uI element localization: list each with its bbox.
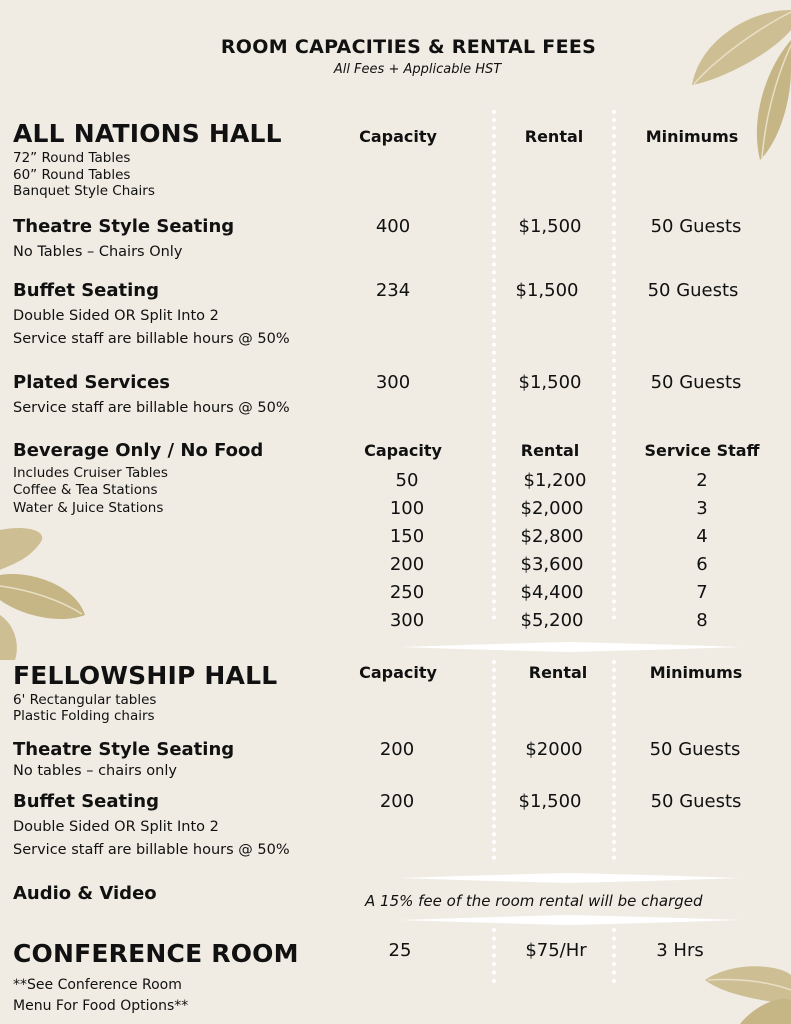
conference-note: **See Conference Room bbox=[13, 977, 182, 993]
column-separator bbox=[492, 110, 496, 620]
beverage-staff: 6 bbox=[696, 554, 708, 575]
all-nations-col-capacity: Capacity bbox=[359, 127, 437, 146]
theatre-rental: $1,500 bbox=[518, 216, 582, 237]
beverage-staff: 7 bbox=[696, 582, 708, 603]
fellowship-buffet-note: Double Sided OR Split Into 2 bbox=[13, 819, 219, 835]
fellowship-detail: 6' Rectangular tables bbox=[13, 692, 157, 708]
plated-capacity: 300 bbox=[375, 372, 411, 393]
all-nations-title: ALL NATIONS HALL bbox=[13, 119, 282, 148]
fellowship-theatre-capacity: 200 bbox=[379, 739, 415, 760]
beverage-detail: Water & Juice Stations bbox=[13, 500, 164, 516]
buffet-seating-title: Buffet Seating bbox=[13, 280, 159, 301]
beverage-capacity: 150 bbox=[389, 526, 425, 547]
audio-video-fee: A 15% fee of the room rental will be charged bbox=[365, 892, 703, 910]
plated-services-title: Plated Services bbox=[13, 372, 171, 393]
audio-video-title: Audio & Video bbox=[13, 883, 157, 904]
beverage-staff: 3 bbox=[696, 498, 708, 519]
column-separator bbox=[492, 928, 496, 983]
fellowship-buffet-note: Service staff are billable hours @ 50% bbox=[13, 842, 290, 858]
leaf-left-icon bbox=[0, 520, 90, 660]
theatre-seating-note: No Tables – Chairs Only bbox=[13, 244, 183, 260]
fellowship-buffet-title: Buffet Seating bbox=[13, 791, 159, 812]
beverage-col-capacity: Capacity bbox=[364, 441, 442, 460]
beverage-staff: 8 bbox=[696, 610, 708, 631]
theatre-minimum: 50 Guests bbox=[650, 216, 742, 237]
buffet-seating-note: Service staff are billable hours @ 50% bbox=[13, 331, 290, 347]
fellowship-title: FELLOWSHIP HALL bbox=[13, 661, 278, 690]
fellowship-theatre-rental: $2000 bbox=[525, 739, 583, 760]
fellowship-theatre-title: Theatre Style Seating bbox=[13, 739, 235, 760]
ornament-divider bbox=[400, 642, 740, 652]
column-separator bbox=[492, 660, 496, 860]
column-separator bbox=[612, 110, 616, 620]
ornament-divider bbox=[400, 873, 740, 883]
beverage-capacity: 200 bbox=[389, 554, 425, 575]
beverage-staff: 2 bbox=[696, 470, 708, 491]
plated-minimum: 50 Guests bbox=[650, 372, 742, 393]
beverage-col-staff: Service Staff bbox=[644, 441, 760, 460]
conference-capacity: 25 bbox=[388, 940, 412, 961]
beverage-title: Beverage Only / No Food bbox=[13, 440, 264, 461]
beverage-capacity: 50 bbox=[395, 470, 419, 491]
buffet-rental: $1,500 bbox=[515, 280, 579, 301]
fellowship-col-capacity: Capacity bbox=[359, 663, 437, 682]
theatre-capacity: 400 bbox=[375, 216, 411, 237]
conference-note: Menu For Food Options** bbox=[13, 998, 189, 1014]
fellowship-theatre-minimum: 50 Guests bbox=[649, 739, 741, 760]
beverage-capacity: 250 bbox=[389, 582, 425, 603]
plated-services-note: Service staff are billable hours @ 50% bbox=[13, 400, 290, 416]
buffet-capacity: 234 bbox=[375, 280, 411, 301]
beverage-rental: $2,800 bbox=[520, 526, 584, 547]
all-nations-col-rental: Rental bbox=[524, 127, 584, 146]
conference-minimum: 3 Hrs bbox=[656, 940, 704, 961]
all-nations-detail: Banquet Style Chairs bbox=[13, 183, 155, 199]
fellowship-col-minimums: Minimums bbox=[649, 663, 743, 682]
buffet-seating-note: Double Sided OR Split Into 2 bbox=[13, 308, 219, 324]
buffet-minimum: 50 Guests bbox=[647, 280, 739, 301]
fellowship-buffet-minimum: 50 Guests bbox=[650, 791, 742, 812]
fellowship-buffet-capacity: 200 bbox=[379, 791, 415, 812]
beverage-detail: Coffee & Tea Stations bbox=[13, 482, 158, 498]
all-nations-detail: 72” Round Tables bbox=[13, 150, 131, 166]
fellowship-theatre-note: No tables – chairs only bbox=[13, 763, 177, 779]
fellowship-col-rental: Rental bbox=[528, 663, 588, 682]
fellowship-buffet-rental: $1,500 bbox=[518, 791, 582, 812]
page-title: ROOM CAPACITIES & RENTAL FEES bbox=[220, 36, 597, 58]
beverage-rental: $3,600 bbox=[520, 554, 584, 575]
fellowship-detail: Plastic Folding chairs bbox=[13, 708, 155, 724]
beverage-detail: Includes Cruiser Tables bbox=[13, 465, 168, 481]
column-separator bbox=[612, 928, 616, 983]
theatre-seating-title: Theatre Style Seating bbox=[13, 216, 235, 237]
plated-rental: $1,500 bbox=[518, 372, 582, 393]
beverage-col-rental: Rental bbox=[520, 441, 580, 460]
beverage-staff: 4 bbox=[696, 526, 708, 547]
all-nations-col-minimums: Minimums bbox=[645, 127, 739, 146]
beverage-rental: $2,000 bbox=[520, 498, 584, 519]
beverage-capacity: 100 bbox=[389, 498, 425, 519]
beverage-rental: $4,400 bbox=[520, 582, 584, 603]
conference-title: CONFERENCE ROOM bbox=[13, 939, 299, 968]
beverage-rental: $1,200 bbox=[523, 470, 587, 491]
column-separator bbox=[612, 660, 616, 860]
leaf-bottom-right-icon bbox=[700, 960, 791, 1024]
all-nations-detail: 60” Round Tables bbox=[13, 167, 131, 183]
beverage-capacity: 300 bbox=[389, 610, 425, 631]
page-subtitle: All Fees + Applicable HST bbox=[333, 62, 502, 77]
beverage-rental: $5,200 bbox=[520, 610, 584, 631]
conference-rental: $75/Hr bbox=[525, 940, 587, 961]
ornament-divider bbox=[400, 915, 740, 925]
